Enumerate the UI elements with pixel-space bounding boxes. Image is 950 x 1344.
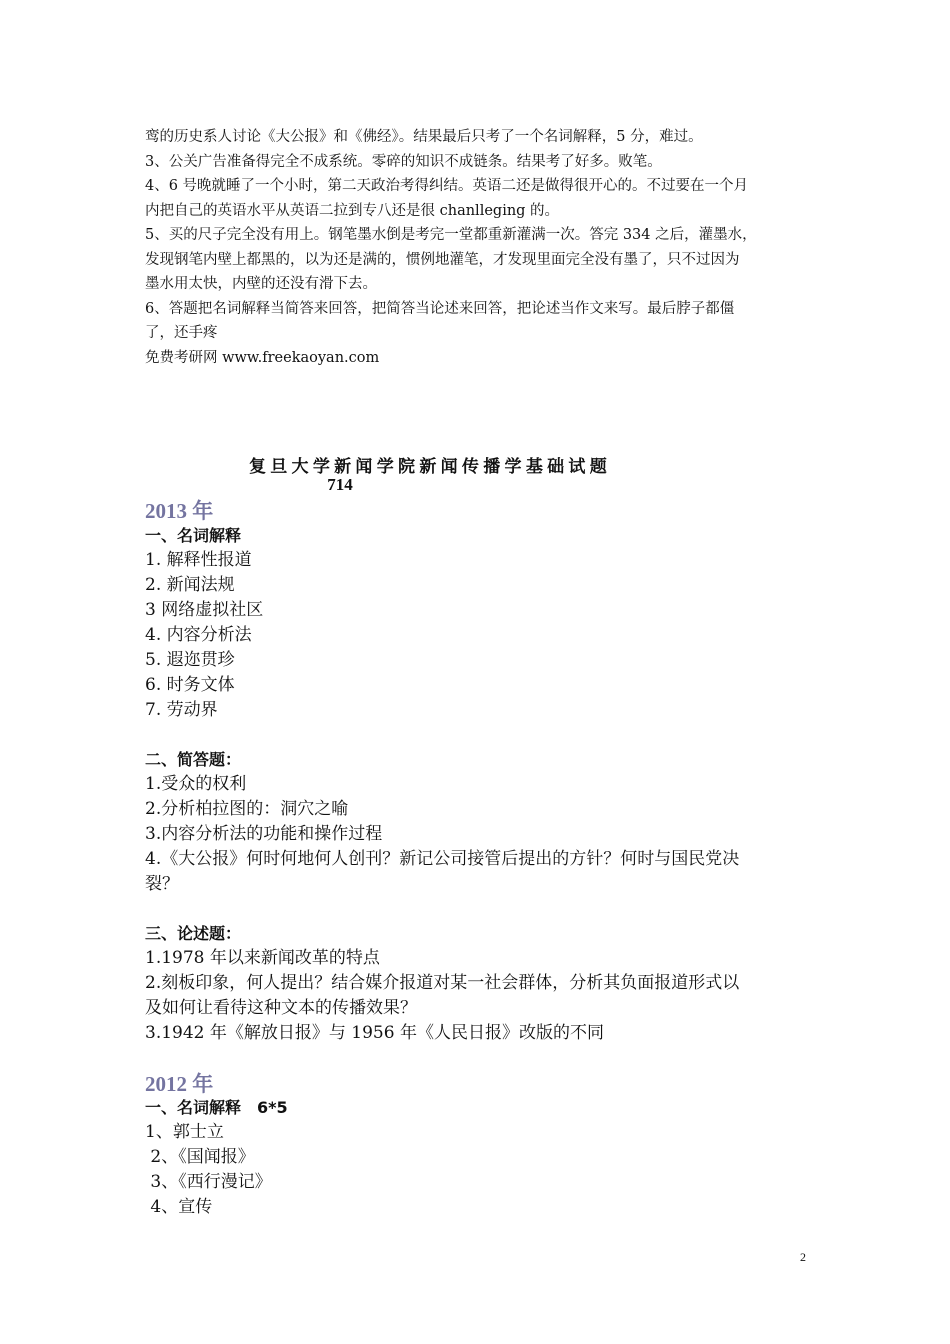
list-item: 2.分析柏拉图的：洞穴之喻 bbox=[145, 799, 349, 819]
section-2013-essay bbox=[145, 921, 815, 1046]
page-number: 2 bbox=[800, 1250, 806, 1264]
list-item: 2、《国闻报》 bbox=[145, 1147, 255, 1167]
section-heading: 一、名词解释 bbox=[145, 526, 242, 545]
exam-code: 714 bbox=[327, 475, 353, 494]
section-2013-short-answer bbox=[145, 747, 815, 897]
list-item: 4.《大公报》何时何地何人创刊？新记公司接管后提出的方针？何时与国民党决 bbox=[145, 849, 740, 869]
intro-line: 5、买的尺子完全没有用上。钢笔墨水倒是考完一堂都重新灌满一次。答完 334 之后，灌墨水， bbox=[145, 227, 757, 243]
list-item: 5. 遐迩贯珍 bbox=[145, 650, 235, 670]
list-item: 1.1978 年以来新闻改革的特点 bbox=[145, 948, 380, 968]
list-item: 裂？ bbox=[145, 874, 179, 894]
intro-line: 墨水用太快，内壁的还没有滑下去。 bbox=[145, 276, 377, 292]
intro-line: 6、答题把名词解释当简答来回答，把简答当论述来回答，把论述当作文来写。最后脖子都僵 bbox=[145, 300, 735, 317]
list-item: 4. 内容分析法 bbox=[145, 625, 252, 645]
intro-line: 发现钢笔内壁上都黑的，以为还是满的，惯例地灌笔，才发现里面完全没有墨了，只不过因为 bbox=[145, 251, 740, 268]
list-item: 1.受众的权利 bbox=[145, 774, 247, 794]
year-heading-2012: 2012 年 bbox=[145, 1072, 214, 1096]
section-heading: 二、简答题： bbox=[145, 750, 242, 769]
list-item: 1、郭士立 bbox=[145, 1122, 224, 1142]
list-item: 1. 解释性报道 bbox=[145, 550, 252, 570]
section-heading: 一、名词解释 6*5 bbox=[145, 1098, 288, 1117]
intro-line: 4、6 号晚就睡了一个小时，第二天政治考得纠结。英语二还是做得很开心的。不过要在一个月 bbox=[145, 178, 749, 194]
intro-line: 3、公关广告准备得完全不成系统。零碎的知识不成链条。结果考了好多。败笔。 bbox=[145, 153, 662, 170]
intro-line: 鸾的历史系人讨论《大公报》和《佛经》。结果最后只考了一个名词解释，5 分，难过。 bbox=[145, 129, 703, 145]
list-item: 3、《西行漫记》 bbox=[145, 1172, 272, 1192]
list-item: 3 网络虚拟社区 bbox=[145, 600, 264, 620]
list-item: 7. 劳动界 bbox=[145, 700, 218, 720]
list-item: 3.内容分析法的功能和操作过程 bbox=[145, 824, 383, 844]
website-line: 免费考研网 www.freekaoyan.com bbox=[145, 349, 380, 366]
list-item: 4、宣传 bbox=[145, 1197, 213, 1217]
list-item: 2.刻板印象，何人提出？结合媒介报道对某一社会群体，分析其负面报道形式以 bbox=[145, 973, 740, 993]
list-item: 3.1942 年《解放日报》与 1956 年《人民日报》改版的不同 bbox=[145, 1023, 604, 1043]
list-item: 6. 时务文体 bbox=[145, 675, 235, 695]
intro-line: 内把自己的英语水平从英语二拉到专八还是很 chanlleging 的。 bbox=[145, 202, 560, 219]
list-item: 2. 新闻法规 bbox=[145, 575, 235, 595]
page-title: 复旦大学新闻学院新闻传播学基础试题 bbox=[248, 457, 612, 477]
intro-paragraphs bbox=[145, 125, 810, 370]
intro-line: 了，还手疼 bbox=[145, 325, 218, 341]
section-2013-terms bbox=[145, 523, 815, 723]
year-heading-2013: 2013 年 bbox=[145, 499, 214, 523]
list-item: 及如何让看待这种文本的传播效果？ bbox=[145, 998, 417, 1018]
section-2012-terms bbox=[145, 1095, 815, 1220]
section-heading: 三、论述题： bbox=[145, 924, 242, 943]
